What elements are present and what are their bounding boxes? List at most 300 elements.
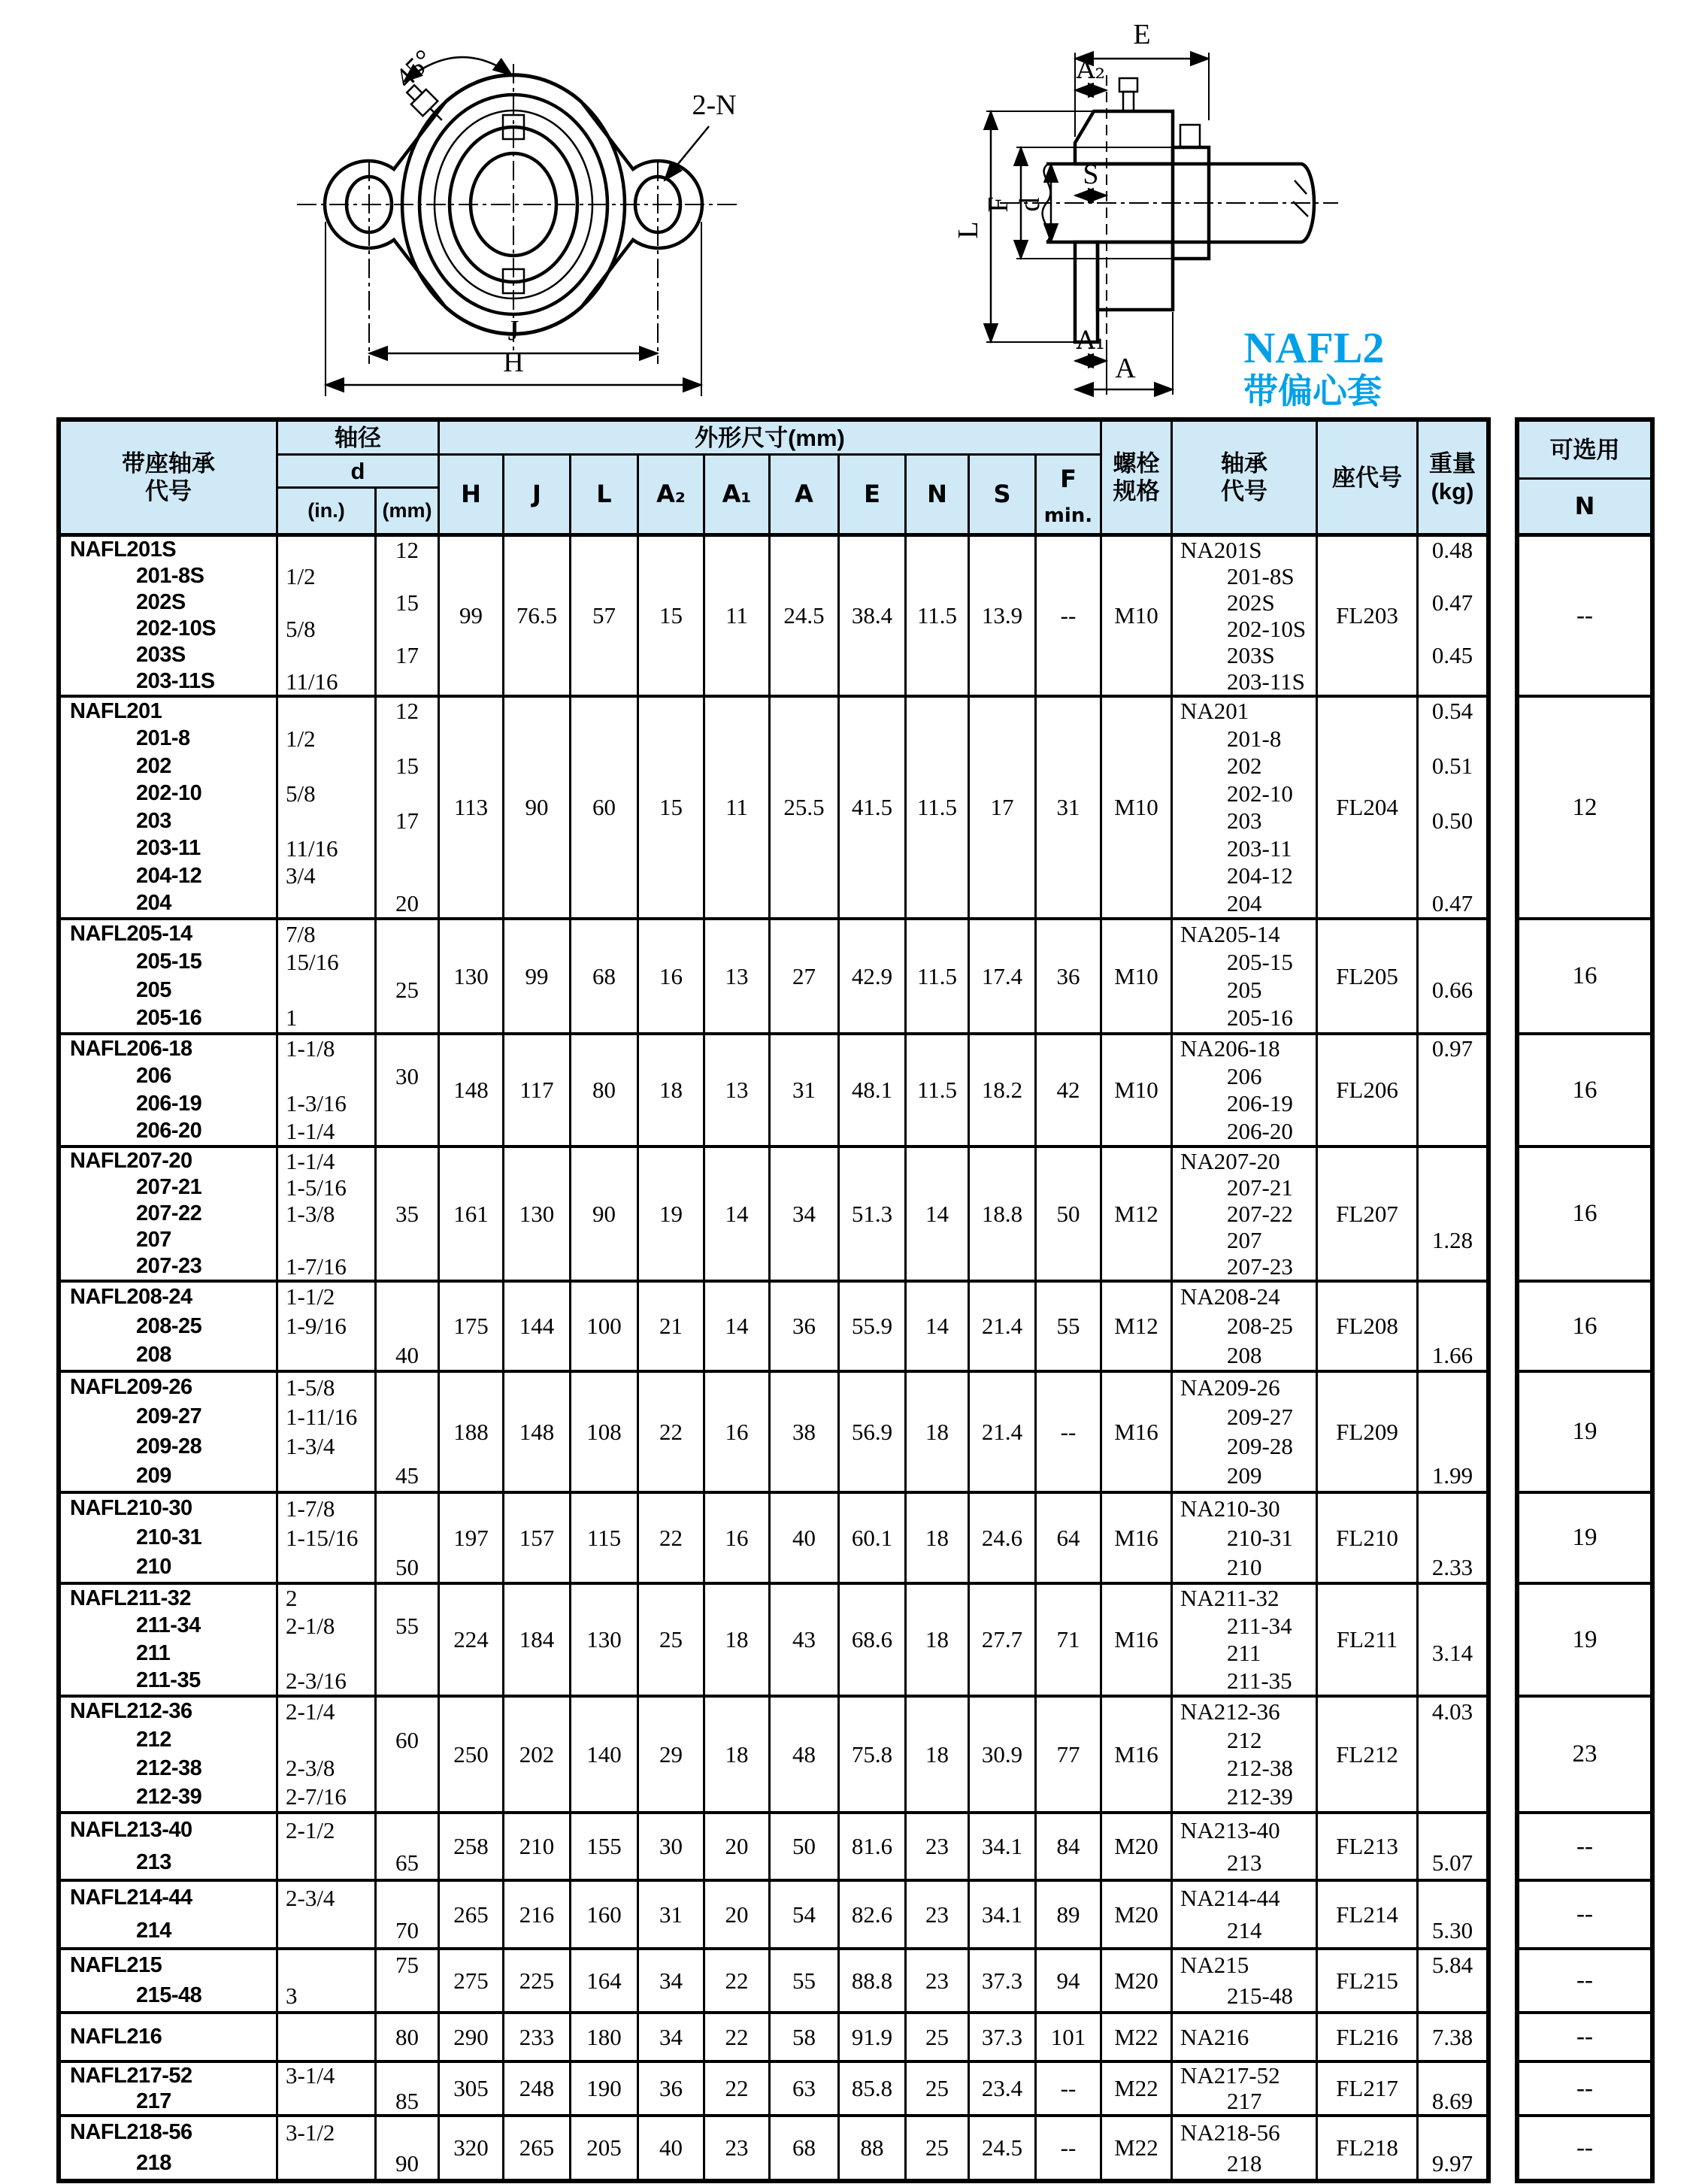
cell-H: 224: [440, 1585, 504, 1695]
cell-S: 24.6: [970, 1494, 1037, 1582]
text-line: 202S: [1227, 589, 1275, 616]
text-line: 1-7/16: [286, 1253, 347, 1280]
text-line: 211: [136, 1640, 171, 1665]
text-line: 0.47: [1431, 589, 1473, 616]
cell-N: 11.5: [907, 920, 970, 1032]
cell-seat: FL212: [1318, 1698, 1419, 1811]
cell-J: 117: [504, 1035, 571, 1145]
text-line: 210-31: [136, 1525, 202, 1549]
header-dim-L: L: [571, 456, 639, 533]
cell-L: 155: [571, 1814, 639, 1879]
cell-mm: [377, 1585, 440, 1695]
cell-seat: FL210: [1318, 1494, 1419, 1582]
text-line: 214: [1227, 1917, 1262, 1944]
text-line: [1419, 1201, 1486, 1227]
cell-bearing: [1173, 1698, 1318, 1811]
header-in-mm: [278, 489, 438, 533]
cell-A1: 14: [705, 1283, 771, 1370]
cell-E: 81.6: [840, 1814, 907, 1879]
text-line: 213: [136, 1850, 171, 1874]
text-line: 212-38: [136, 1755, 202, 1780]
text-line: 1-1/2: [286, 1283, 335, 1310]
text-line: [377, 1640, 438, 1668]
text-line: 202S: [136, 590, 186, 614]
header-line: 重量: [1429, 450, 1476, 477]
cell-N: 25: [907, 2063, 970, 2114]
text-line: 211-34: [1227, 1612, 1292, 1639]
cell-A1: 18: [705, 1698, 771, 1811]
cell-bearing: [1173, 1148, 1318, 1280]
cell-A2: 40: [639, 2117, 705, 2179]
cell-bolt: M10: [1102, 537, 1173, 695]
optional-n-value: --: [1519, 1882, 1650, 1950]
cell-J: 148: [504, 1373, 571, 1491]
cell-N: 23: [907, 1950, 970, 2011]
text-line: NAFL201S: [70, 538, 177, 562]
text-line: [377, 948, 438, 976]
cell-bearing: [1173, 1494, 1318, 1582]
text-line: [1419, 920, 1486, 948]
cell-in: [278, 1950, 377, 2011]
text-line: 205-16: [136, 1005, 202, 1030]
table-row: [61, 1373, 1486, 1494]
text-line: [1419, 1981, 1486, 2012]
cell-bolt: M22: [1102, 2014, 1173, 2060]
cell-A2: 21: [639, 1283, 705, 1370]
cell-L: 160: [571, 1882, 639, 1947]
cell-A2: 15: [639, 698, 705, 917]
text-line: 15/16: [286, 948, 339, 975]
text-line: 212: [1227, 1726, 1262, 1753]
cell-S: 34.1: [970, 1814, 1037, 1879]
optional-n-value: --: [1519, 2063, 1650, 2117]
text-line: NA217-52: [1180, 2062, 1280, 2089]
header-dims-group: [440, 422, 1102, 533]
text-line: [1419, 835, 1486, 863]
angle-label: 45°: [389, 43, 441, 95]
text-line: 3/4: [286, 862, 316, 889]
cell-H: 161: [440, 1148, 504, 1280]
cell-code: [61, 920, 278, 1032]
text-line: [1419, 1004, 1486, 1032]
text-line: [1419, 1585, 1486, 1613]
cell-A2: 29: [639, 1698, 705, 1811]
cell-mm: [377, 2063, 440, 2114]
optional-n-value: 12: [1519, 698, 1650, 920]
cell-A: 54: [771, 1882, 840, 1947]
optional-n-body: [1519, 537, 1650, 2179]
text-line: 204: [136, 891, 171, 916]
cell-in: [278, 2063, 377, 2114]
text-line: 210-31: [1227, 1524, 1293, 1551]
text-line: NA201: [1180, 698, 1249, 725]
table-row: [61, 1035, 1486, 1148]
text-line: 0.45: [1431, 641, 1473, 668]
text-line: 207-22: [136, 1201, 202, 1225]
cell-seat: FL203: [1318, 537, 1419, 695]
table-row: [61, 1494, 1486, 1585]
text-line: 205-16: [1227, 1004, 1293, 1031]
text-line: 12: [395, 698, 419, 725]
cell-H: 113: [440, 698, 504, 917]
cell-H: 130: [440, 920, 504, 1032]
text-line: 201-8: [136, 726, 190, 751]
text-line: 218: [1227, 2149, 1262, 2176]
optional-n-value: 19: [1519, 1494, 1650, 1585]
text-line: 0.47: [1431, 889, 1473, 916]
cell-A: 34: [771, 1148, 840, 1280]
spec-table-header: [61, 422, 1486, 537]
text-line: 1-15/16: [286, 1524, 359, 1551]
cell-in: [278, 537, 377, 695]
cell-code: [61, 1698, 278, 1811]
cell-in: [278, 1494, 377, 1582]
cell-mm: [377, 1035, 440, 1145]
header-weight: [1419, 422, 1486, 533]
text-line: [377, 1118, 438, 1146]
header-dim-A₂: A₂: [639, 456, 705, 533]
text-line: 212-39: [1227, 1783, 1293, 1810]
l-dimension-label: L: [952, 221, 984, 239]
text-line: 85: [395, 2088, 419, 2114]
cell-code: [61, 537, 278, 695]
cell-S: 18.2: [970, 1035, 1037, 1145]
cell-E: 48.1: [840, 1035, 907, 1145]
text-line: 212-38: [1227, 1755, 1293, 1782]
a2-dimension-label: A₂: [1076, 55, 1106, 85]
cell-N: 25: [907, 2117, 970, 2179]
text-line: [1419, 1783, 1486, 1811]
text-line: 210: [136, 1555, 171, 1579]
flange-unit-front-view: [297, 44, 740, 396]
text-line: 207-22: [1227, 1200, 1293, 1227]
optional-n-value: --: [1519, 1814, 1650, 1882]
cell-bearing: [1173, 1035, 1318, 1145]
cell-wt: [1419, 1882, 1486, 1947]
cell-A2: 36: [639, 2063, 705, 2114]
housing-boss-lower: [1098, 242, 1173, 310]
text-line: [1419, 1090, 1486, 1118]
text-line: 217: [136, 2089, 171, 2113]
text-line: [278, 642, 374, 668]
text-line: 2: [286, 1585, 298, 1612]
text-line: [1419, 2117, 1486, 2148]
text-line: NAFL212-36: [70, 1699, 192, 1724]
text-line: NA201S: [1180, 536, 1262, 563]
text-line: 7/8: [286, 920, 316, 947]
text-line: [1419, 668, 1486, 695]
text-line: [377, 1698, 438, 1726]
cell-J: 90: [504, 698, 571, 917]
cell-code: [61, 1283, 278, 1370]
text-line: 0.50: [1431, 807, 1473, 835]
cell-A2: 22: [639, 1373, 705, 1491]
cell-F: --: [1037, 2063, 1102, 2114]
cell-wt: [1419, 1814, 1486, 1879]
spec-table-body: [61, 537, 1486, 2179]
cell-A: 43: [771, 1585, 840, 1695]
text-line: [1419, 1814, 1486, 1846]
cell-N: 14: [907, 1283, 970, 1370]
cell-seat: FL209: [1318, 1373, 1419, 1491]
cell-in: [278, 2014, 377, 2060]
text-line: 1-1/8: [286, 1035, 335, 1062]
text-line: 211-35: [136, 1668, 201, 1693]
header-dim-A₁: A₁: [705, 456, 771, 533]
text-line: [377, 616, 438, 642]
cell-J: 225: [504, 1950, 571, 2011]
cell-wt: [1419, 1373, 1486, 1491]
text-line: 203-11: [136, 836, 201, 861]
cell-H: 320: [440, 2117, 504, 2179]
cell-bearing: [1173, 1585, 1318, 1695]
text-line: [377, 2117, 438, 2148]
cell-A: 68: [771, 2117, 840, 2179]
text-line: NA212-36: [1180, 1698, 1280, 1725]
text-line: [1419, 616, 1486, 642]
cell-E: 88.8: [840, 1950, 907, 2011]
cell-E: 91.9: [840, 2014, 907, 2060]
table-row: [61, 1950, 1486, 2014]
cell-A: 40: [771, 1494, 840, 1582]
optional-col-n: N: [1519, 480, 1650, 537]
text-line: 1/2: [286, 725, 316, 752]
cell-A2: 19: [639, 1148, 705, 1280]
cell-seat: FL205: [1318, 920, 1419, 1032]
optional-title: 可选用: [1519, 422, 1650, 480]
text-line: 5.07: [1431, 1849, 1473, 1876]
header-seat-code: [1318, 422, 1419, 533]
text-line: 1-3/8: [286, 1200, 335, 1227]
text-line: 209-27: [136, 1404, 202, 1429]
text-line: [1419, 1148, 1486, 1174]
cell-L: 80: [571, 1035, 639, 1145]
cell-H: 290: [440, 2014, 504, 2060]
text-line: 207-21: [1227, 1174, 1293, 1201]
text-line: [1419, 563, 1486, 589]
text-line: NA209-26: [1180, 1374, 1280, 1401]
cell-seat: FL207: [1318, 1148, 1419, 1280]
cell-code: [61, 1814, 278, 1879]
text-line: NAFL208-24: [70, 1284, 192, 1309]
cell-H: 305: [440, 2063, 504, 2114]
cell-code: [61, 1373, 278, 1491]
cell-E: 51.3: [840, 1148, 907, 1280]
cell-wt: [1419, 2117, 1486, 2179]
cell-F: 50: [1037, 1148, 1102, 1280]
table-row: [61, 1148, 1486, 1283]
cell-seat: FL215: [1318, 1950, 1419, 2011]
cell-bolt: M12: [1102, 1283, 1173, 1370]
text-line: [1419, 1312, 1486, 1341]
text-line: [278, 1640, 374, 1668]
cell-mm: [377, 537, 440, 695]
text-line: NAFL210-30: [70, 1496, 192, 1520]
header-mm: (mm): [377, 489, 438, 533]
cell-seat: FL217: [1318, 2063, 1419, 2114]
text-line: 1-7/8: [286, 1495, 335, 1522]
text-line: 2-3/4: [286, 1884, 335, 1911]
text-line: 9.97: [1431, 2149, 1473, 2176]
text-line: NA205-14: [1180, 920, 1280, 947]
cell-bearing: [1173, 2014, 1318, 2060]
optional-n-value: 16: [1519, 920, 1650, 1035]
cell-wt: [1419, 698, 1486, 917]
cell-F: 55: [1037, 1283, 1102, 1370]
text-line: 206: [1227, 1062, 1262, 1089]
text-line: [1419, 1118, 1486, 1146]
table-row: [61, 537, 1486, 698]
text-line: NAFL207-20: [70, 1149, 192, 1173]
j-dimension-label: J: [507, 315, 519, 347]
cell-J: 265: [504, 2117, 571, 2179]
text-line: 213: [1227, 1849, 1262, 1876]
cell-A: 48: [771, 1698, 840, 1811]
cell-bolt: M10: [1102, 1035, 1173, 1145]
text-line: [377, 835, 438, 863]
text-line: 1-1/4: [286, 1147, 335, 1174]
text-line: 206-19: [136, 1091, 202, 1116]
text-line: 35: [395, 1200, 419, 1227]
text-line: 205: [136, 977, 171, 1002]
cell-L: 205: [571, 2117, 639, 2179]
text-line: 45: [395, 1462, 419, 1489]
cell-N: 23: [907, 1882, 970, 1947]
cell-S: 37.3: [970, 2014, 1037, 2060]
cell-bolt: M20: [1102, 1950, 1173, 2011]
cell-A1: 18: [705, 1585, 771, 1695]
text-line: 217: [1227, 2088, 1262, 2114]
text-line: [278, 1726, 374, 1755]
cell-code: [61, 1148, 278, 1280]
text-line: 215-48: [136, 1983, 202, 2008]
cell-bolt: M22: [1102, 2063, 1173, 2114]
text-line: [278, 2148, 374, 2179]
cell-wt: [1419, 2014, 1486, 2060]
cell-F: 36: [1037, 920, 1102, 1032]
cell-A2: 31: [639, 1882, 705, 1947]
text-line: 1/2: [286, 562, 316, 589]
cell-in: [278, 2117, 377, 2179]
text-line: 201-8S: [136, 564, 204, 588]
cell-F: 77: [1037, 1698, 1102, 1811]
text-line: 208: [136, 1343, 171, 1368]
text-line: 206-20: [1227, 1117, 1293, 1144]
cell-A2: 16: [639, 920, 705, 1032]
cell-L: 90: [571, 1148, 639, 1280]
text-line: NA208-24: [1180, 1283, 1280, 1310]
text-line: [1419, 862, 1486, 890]
cell-seat: FL213: [1318, 1814, 1419, 1879]
text-line: 60: [395, 1726, 419, 1753]
cell-wt: [1419, 2063, 1486, 2114]
text-line: NA215: [1180, 1952, 1249, 1979]
text-line: [1419, 1882, 1486, 1915]
text-line: 7.38: [1431, 2023, 1473, 2050]
cell-mm: [377, 698, 440, 917]
cell-H: 99: [440, 537, 504, 695]
header-dim-letters: [440, 456, 1100, 533]
cell-A2: 34: [639, 1950, 705, 2011]
optional-n-header: [1519, 422, 1650, 537]
text-line: [377, 563, 438, 589]
text-line: [377, 725, 438, 753]
text-line: 1-5/8: [286, 1374, 335, 1401]
text-line: 202-10: [136, 781, 202, 806]
cell-A: 50: [771, 1814, 840, 1879]
cell-H: 188: [440, 1373, 504, 1491]
cell-F: 101: [1037, 2014, 1102, 2060]
bolt-holes-label: 2-N: [692, 89, 737, 121]
text-line: [377, 1882, 438, 1915]
text-line: [278, 2089, 374, 2114]
text-line: [377, 1035, 438, 1063]
cell-E: 82.6: [840, 1882, 907, 1947]
cell-in: [278, 1814, 377, 1879]
cell-F: --: [1037, 2117, 1102, 2179]
text-line: 209-28: [136, 1434, 202, 1459]
header-dims-title: 外形尺寸(mm): [440, 422, 1100, 456]
table-row: [61, 698, 1486, 920]
text-line: 8.69: [1431, 2088, 1473, 2114]
cell-A: 63: [771, 2063, 840, 2114]
optional-n-value: --: [1519, 2014, 1650, 2063]
text-line: 55: [395, 1612, 419, 1639]
cell-A2: 22: [639, 1494, 705, 1582]
header-line: 带座轴承: [122, 450, 215, 477]
cell-E: 68.6: [840, 1585, 907, 1695]
cell-A1: 22: [705, 2014, 771, 2060]
header-bearing-code: [1173, 422, 1318, 533]
cell-code: [61, 2063, 278, 2114]
cell-seat: FL211: [1318, 1585, 1419, 1695]
cell-L: 190: [571, 2063, 639, 2114]
text-line: 218: [136, 2151, 171, 2175]
cell-N: 18: [907, 1373, 970, 1491]
cell-A1: 20: [705, 1882, 771, 1947]
h-dimension-label: H: [503, 347, 524, 378]
text-line: 40: [395, 1341, 419, 1368]
text-line: 207: [136, 1228, 171, 1252]
cell-J: 76.5: [504, 537, 571, 695]
cell-bolt: M16: [1102, 1373, 1173, 1491]
text-line: NA214-44: [1180, 1884, 1280, 1911]
text-line: [377, 780, 438, 808]
table-row: [61, 2117, 1486, 2179]
cell-bearing: [1173, 920, 1318, 1032]
header-line: 轴承: [1221, 450, 1267, 477]
text-line: 0.54: [1431, 698, 1473, 725]
cell-A2: 30: [639, 1814, 705, 1879]
cell-A1: 22: [705, 2063, 771, 2114]
cell-bolt: M10: [1102, 698, 1173, 917]
grease-nipple-icon: [1119, 78, 1137, 111]
series-name-title: 带偏心套: [1243, 371, 1382, 410]
collar-set-screw: [1180, 125, 1200, 147]
header-shaft-dia: 轴径: [278, 422, 438, 456]
text-line: NA218-56: [1180, 2119, 1280, 2146]
cell-in: [278, 1035, 377, 1145]
text-line: 12: [395, 536, 419, 563]
header-dim-F: [1037, 456, 1100, 533]
text-line: NAFL214-44: [70, 1886, 192, 1910]
cell-A1: 22: [705, 1950, 771, 2011]
text-line: [1419, 1402, 1486, 1431]
cell-A1: 16: [705, 1373, 771, 1491]
e-dimension-label: E: [1133, 19, 1151, 50]
cell-mm: [377, 1373, 440, 1491]
s-dimension-label: S: [1083, 159, 1099, 190]
